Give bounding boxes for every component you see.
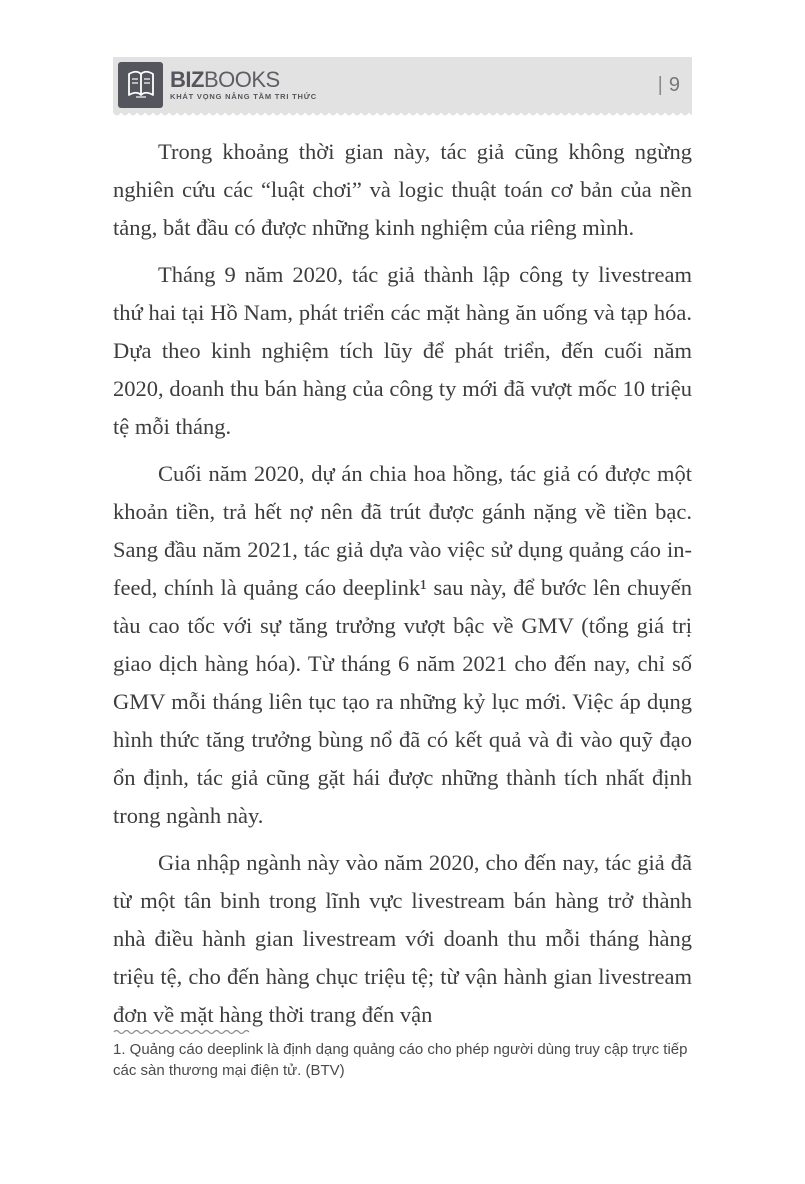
publisher-brand bbox=[118, 62, 317, 108]
paragraph-3: Cuối năm 2020, dự án chia hoa hồng, tác giả có được một khoản tiền, trả hết nợ nên đã trút được gánh nặng về tiền bạc. Sang đầu năm 2021, tác giả dựa vào việc sử dụng quảng cáo in-feed, chính là quảng cáo deeplink¹ sau này, để bước lên chuyến tàu cao tốc với sự tăng trưởng vượt bậc về GMV (tổng giá trị giao dịch hàng hóa). Từ tháng 6 năm 2021 cho đến nay, chỉ số GMV mỗi tháng liên tục tạo ra những kỷ lục mới. Việc áp dụng hình thức tăng trưởng bùng nổ đã có kết quả và đi vào quỹ đạo ổn định, tác giả cũng gặt hái được những thành tích nhất định trong ngành này. bbox=[113, 461, 692, 828]
page-number-value: 9 bbox=[668, 73, 680, 96]
page-number bbox=[658, 74, 680, 97]
paragraph-4: Gia nhập ngành này vào năm 2020, cho đến nay, tác giả đã từ một tân binh trong lĩnh vực livestream bán hàng trở thành nhà điều hành gian livestream với doanh thu mỗi tháng hàng triệu tệ, cho đến hàng chục triệu tệ; từ vận hành gian livestream đơn về mặt hàng thời trang đến vận bbox=[113, 850, 692, 1027]
footnote-text: 1. Quảng cáo deeplink là định dạng quảng cáo cho phép người dùng truy cập trực tiếp các sàn thương mại điện tử. (BTV) bbox=[113, 1041, 688, 1079]
brand-text bbox=[170, 68, 317, 102]
brand-name-books: BOOKS bbox=[203, 67, 280, 92]
footnote bbox=[113, 1028, 692, 1081]
page-number-separator: | bbox=[657, 73, 663, 96]
paragraph-2: Tháng 9 năm 2020, tác giả thành lập công ty livestream thứ hai tại Hồ Nam, phát triển các mặt hàng ăn uống và tạp hóa. Dựa theo kinh nghiệm tích lũy để phát triển, đến cuối năm 2020, doanh thu bán hàng của công ty mới đã vượt mốc 10 triệu tệ mỗi tháng. bbox=[113, 262, 692, 439]
paragraph-1: Trong khoảng thời gian này, tác giả cũng không ngừng nghiên cứu các “luật chơi” và logic thuật toán cơ bản của nền tảng, bắt đầu có được những kinh nghiệm của riêng mình. bbox=[113, 139, 692, 240]
brand-name-biz: BIZ bbox=[170, 67, 204, 92]
footnote-separator-wavy-line bbox=[113, 1028, 251, 1035]
brand-tagline: KHÁT VỌNG NÂNG TẦM TRI THỨC bbox=[170, 92, 317, 101]
bizbooks-logo-icon bbox=[118, 62, 163, 108]
page-body bbox=[113, 133, 692, 1043]
brand-name bbox=[170, 68, 317, 92]
page-header bbox=[113, 57, 692, 113]
